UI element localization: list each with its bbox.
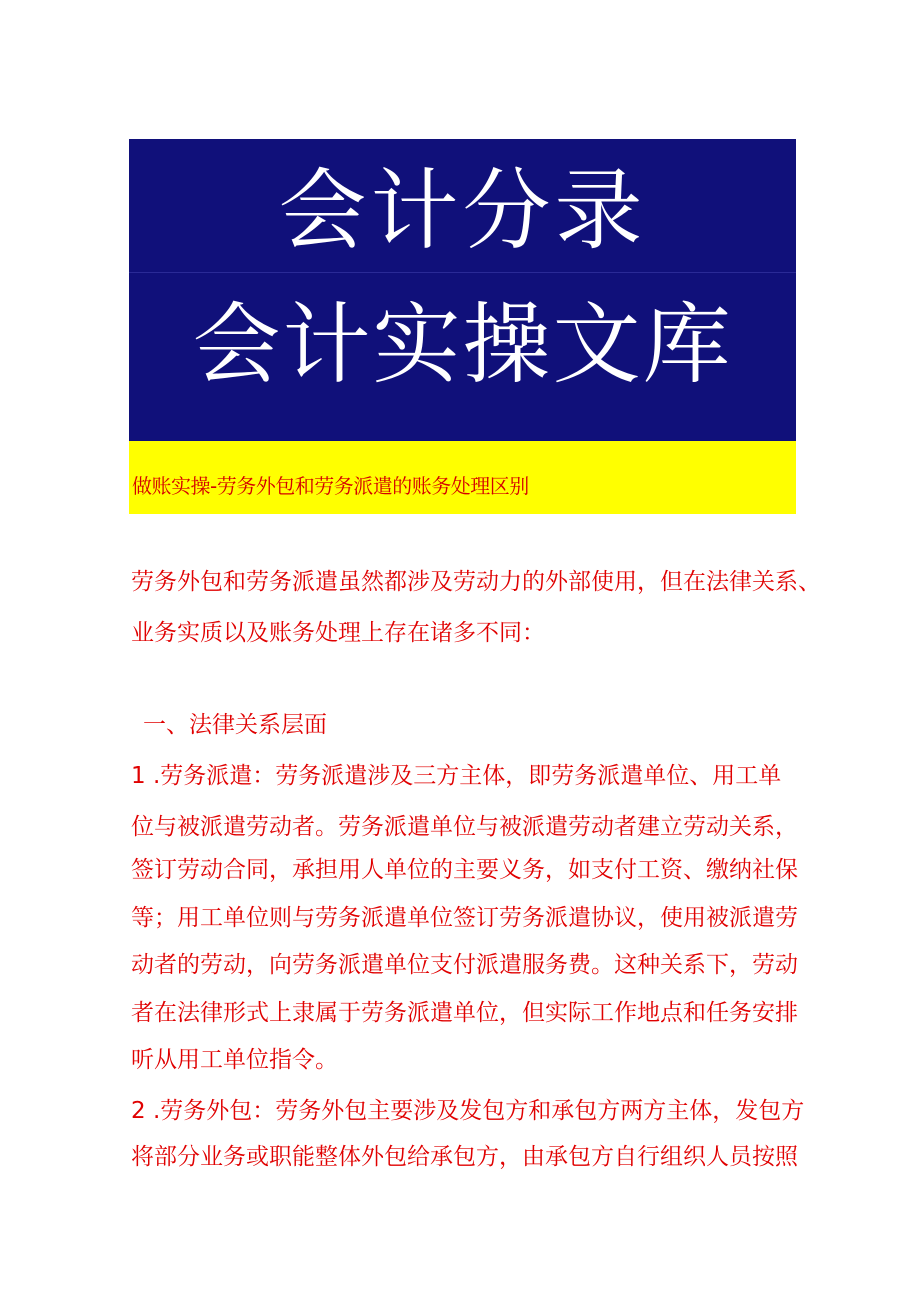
paragraph-line: 动者的劳动，向劳务派遣单位支付派遣服务费。这种关系下，劳动: [131, 952, 798, 978]
paragraph-line: 2 .劳务外包：劳务外包主要涉及发包方和承包方两方主体，发包方: [131, 1098, 805, 1124]
subtitle-text: 做账实操-劳务外包和劳务派遣的账务处理区别: [132, 474, 529, 498]
title-banner: [129, 139, 796, 441]
paragraph-line: 者在法律形式上隶属于劳务派遣单位，但实际工作地点和任务安排: [131, 1000, 798, 1026]
subtitle-bar: [129, 441, 796, 514]
paragraph-line: 听从用工单位指令。: [131, 1047, 338, 1073]
paragraph-line: 位与被派遣劳动者。劳务派遣单位与被派遣劳动者建立劳动关系，: [131, 814, 798, 840]
banner-title-line-1: 会计分录: [278, 159, 647, 262]
intro-line-2: 业务实质以及账务处理上存在诸多不同：: [131, 620, 545, 646]
paragraph-line: 将部分业务或职能整体外包给承包方，由承包方自行组织人员按照: [131, 1144, 798, 1170]
intro-line-1: 劳务外包和劳务派遣虽然都涉及劳动力的外部使用，但在法律关系、: [131, 569, 821, 595]
banner-title-line-2: 会计实操文库: [192, 293, 733, 396]
paragraph-line: 1 .劳务派遣：劳务派遣涉及三方主体，即劳务派遣单位、用工单: [131, 763, 782, 789]
section-heading: 一、法律关系层面: [143, 712, 327, 738]
banner-divider: [129, 272, 796, 273]
paragraph-line: 等；用工单位则与劳务派遣单位签订劳务派遣协议，使用被派遣劳: [131, 905, 798, 931]
paragraph-line: 签订劳动合同，承担用人单位的主要义务，如支付工资、缴纳社保: [131, 857, 798, 883]
